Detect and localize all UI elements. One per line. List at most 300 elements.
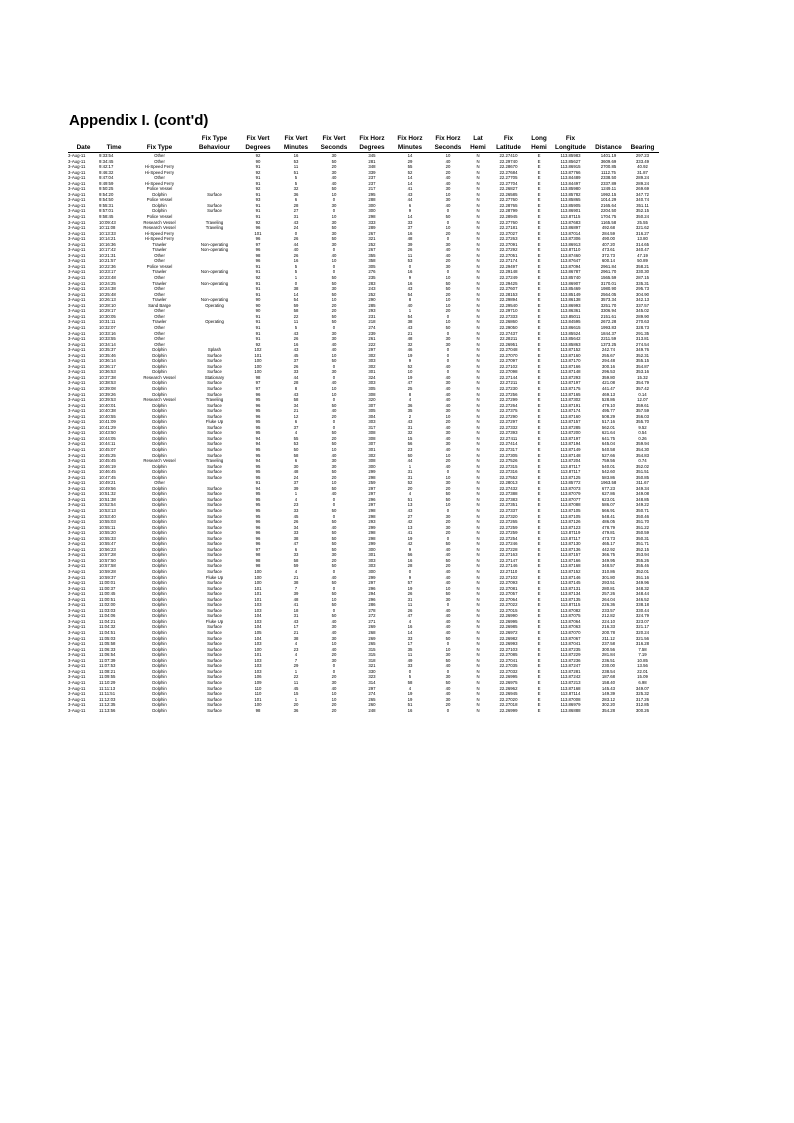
table-cell-date: 3-Aug-11 <box>68 502 86 508</box>
table-cell-fix-vert-minutes: 28 <box>293 380 299 386</box>
table-cell-fix-horz-minutes: 14 <box>407 180 413 186</box>
table-cell-fix-vert-seconds: 20 <box>331 164 337 170</box>
table-cell-bearing: 328.73 <box>635 324 650 330</box>
table-cell-distance: 465.17 <box>601 541 616 547</box>
table-cell-fix-type: Dolphin <box>152 208 167 214</box>
table-cell-fix-type: Other <box>154 480 165 486</box>
table-cell-fix-horz-degrees: 302 <box>368 452 376 458</box>
table-cell-distance: 1112.75 <box>601 169 616 175</box>
table-cell-fix-horz-seconds: 0 <box>446 330 450 336</box>
table-cell-fix-vert-seconds: 40 <box>331 524 337 530</box>
table-cell-distance: 677.23 <box>601 485 616 491</box>
table-cell-bearing: 354.79 <box>635 380 650 386</box>
table-cell-long-hemi: E <box>537 502 541 508</box>
table-cell-fix-longitude: 113.87766 <box>560 169 581 175</box>
table-cell-fix-latitude: 22.27146 <box>499 563 518 569</box>
table-cell-bearing: 311.67 <box>636 480 649 486</box>
table-cell-fix-horz-minutes: 10 <box>407 369 413 375</box>
table-cell-distance: 1963.58 <box>600 480 617 486</box>
table-cell-distance: 407.20 <box>601 241 616 247</box>
table-cell-fix-type-behaviour: Surface <box>207 691 222 697</box>
table-cell-fix-horz-minutes: 47 <box>407 380 413 386</box>
table-cell-fix-latitude: 22.27299 <box>499 397 518 403</box>
table-cell-fix-type: Dolphin <box>152 635 167 641</box>
table-cell-distance: 233.57 <box>601 607 616 613</box>
table-cell-fix-horz-minutes: 54 <box>407 291 413 297</box>
table-cell-time: 11:03:03 <box>99 607 116 613</box>
table-cell-fix-vert-minutes: 43 <box>293 391 299 397</box>
table-cell-time: 9:42:17 <box>99 164 114 170</box>
table-cell-fix-type: Dolphin <box>152 485 167 491</box>
table-cell-fix-horz-seconds: 40 <box>445 385 451 391</box>
table-cell-fix-vert-minutes: 28 <box>293 202 299 208</box>
table-cell-fix-longitude: 113.85642 <box>560 336 581 342</box>
table-cell-long-hemi: E <box>537 430 541 436</box>
table-cell-fix-vert-degrees: 91 <box>255 286 261 292</box>
table-cell-fix-latitude: 22.27259 <box>499 524 518 530</box>
table-cell-distance: 1014.29 <box>600 197 617 203</box>
table-cell-fix-horz-degrees: 358 <box>368 258 376 264</box>
column-header-lat-hemi: Hemi <box>467 143 489 153</box>
table-cell-fix-horz-degrees: 259 <box>368 480 376 486</box>
table-cell-long-hemi: E <box>537 286 541 292</box>
column-header-fix-type: Fix Type <box>129 143 190 153</box>
table-cell-fix-type-behaviour: Surface <box>207 496 222 502</box>
table-cell-fix-horz-degrees: 345 <box>368 153 376 158</box>
table-cell-long-hemi: E <box>537 668 541 674</box>
table-cell-distance: 2211.59 <box>600 336 617 342</box>
table-cell-fix-horz-degrees: 302 <box>368 363 376 369</box>
table-cell-fix-horz-seconds: 0 <box>446 602 450 608</box>
table-cell-long-hemi: E <box>537 563 541 569</box>
table-cell-fix-type: Other <box>154 341 165 347</box>
table-cell-date: 3-Aug-11 <box>68 347 86 353</box>
table-cell-fix-type: Trawler <box>152 241 167 247</box>
table-cell-fix-latitude: 22.27020 <box>499 696 518 702</box>
table-cell-date: 3-Aug-11 <box>68 297 86 303</box>
table-cell-fix-horz-seconds: 40 <box>445 624 451 630</box>
table-cell-lat-hemi: N <box>476 458 480 464</box>
table-cell-fix-latitude: 22.27022 <box>499 602 518 608</box>
table-cell-time: 10:45:45 <box>99 458 116 464</box>
table-cell-fix-latitude: 22.27320 <box>499 513 518 519</box>
table-cell-fix-type-behaviour: Non-operating <box>200 269 229 275</box>
table-cell-date: 3-Aug-11 <box>68 469 86 475</box>
table-cell-time: 10:57:50 <box>99 557 116 563</box>
table-cell-distance: 1401.19 <box>600 153 617 158</box>
table-cell-fix-type-behaviour: Surface <box>207 674 222 680</box>
table-cell-fix-latitude: 22.27760 <box>499 219 518 225</box>
table-cell-fix-latitude: 22.27027 <box>499 230 518 236</box>
table-cell-bearing: 304.90 <box>635 291 650 297</box>
table-cell-fix-horz-minutes: 53 <box>407 258 413 264</box>
table-cell-date: 3-Aug-11 <box>68 446 86 452</box>
table-cell-fix-type-behaviour: Surface <box>207 391 222 397</box>
table-cell-distance: 293.51 <box>601 580 616 586</box>
table-cell-fix-latitude: 22.27057 <box>499 591 518 597</box>
table-cell-fix-horz-seconds: 10 <box>445 319 451 325</box>
table-cell-fix-horz-degrees: 303 <box>368 557 376 563</box>
table-cell-fix-longitude: 113.87117 <box>560 469 581 475</box>
table-cell-date: 3-Aug-11 <box>68 424 86 430</box>
table-cell-fix-horz-degrees: 300 <box>368 202 376 208</box>
table-cell-fix-vert-minutes: 24 <box>293 474 299 480</box>
table-cell-bearing: 316.27 <box>635 230 650 236</box>
table-cell-bearing: 359.94 <box>635 441 650 447</box>
table-cell-long-hemi: E <box>537 230 541 236</box>
table-cell-fix-vert-seconds: 40 <box>331 618 337 624</box>
table-cell-fix-vert-seconds: 10 <box>331 691 337 697</box>
table-cell-long-hemi: E <box>537 385 541 391</box>
table-cell-date: 3-Aug-11 <box>68 175 86 181</box>
table-cell-fix-vert-degrees: 98 <box>255 707 261 713</box>
table-cell-fix-vert-seconds: 10 <box>331 352 337 358</box>
table-cell-fix-vert-minutes: 39 <box>293 591 299 597</box>
table-cell-fix-vert-minutes: 30 <box>293 463 299 469</box>
table-cell-long-hemi: E <box>537 585 541 591</box>
table-cell-fix-vert-degrees: 92 <box>255 219 261 225</box>
table-cell-fix-horz-minutes: 6 <box>408 202 412 208</box>
table-cell-fix-horz-minutes: 16 <box>407 280 413 286</box>
table-cell-time: 10:40:55 <box>99 413 116 419</box>
table-cell-fix-horz-degrees: 283 <box>368 280 376 286</box>
table-cell-fix-vert-minutes: 34 <box>293 524 299 530</box>
table-cell-fix-latitude: 22.29497 <box>499 263 518 269</box>
table-cell-date: 3-Aug-11 <box>68 341 86 347</box>
table-cell-fix-type: Dolphin <box>152 430 167 436</box>
table-cell-fix-horz-minutes: 16 <box>407 557 413 563</box>
table-cell-fix-horz-degrees: 237 <box>368 180 376 186</box>
table-cell-fix-horz-seconds: 10 <box>445 413 451 419</box>
table-cell-fix-latitude: 22.27064 <box>499 596 518 602</box>
table-cell-fix-vert-degrees: 103 <box>254 607 262 613</box>
table-cell-fix-longitude: 113.85980 <box>560 186 581 192</box>
table-cell-fix-type-behaviour: Surface <box>207 369 222 375</box>
column-header-fix-longitude: Longitude <box>550 143 591 153</box>
table-cell-fix-horz-degrees: 248 <box>368 707 376 713</box>
table-cell-fix-latitude: 22.27705 <box>499 175 518 181</box>
table-cell-fix-longitude: 113.87014 <box>560 230 581 236</box>
table-cell-fix-horz-seconds: 30 <box>445 674 451 680</box>
table-cell-long-hemi: E <box>537 280 541 286</box>
table-cell-fix-horz-minutes: 54 <box>407 313 413 319</box>
table-cell-time: 10:49:21 <box>99 480 116 486</box>
table-cell-fix-vert-minutes: 58 <box>293 308 299 314</box>
table-cell-fix-horz-degrees: 269 <box>368 635 376 641</box>
table-cell-fix-vert-seconds: 10 <box>331 258 337 264</box>
table-cell-fix-horz-degrees: 355 <box>368 252 376 258</box>
table-cell-bearing: 351.70 <box>635 519 650 525</box>
table-cell-time: 10:53:40 <box>99 513 116 519</box>
table-cell-fix-vert-minutes: 5 <box>294 180 298 186</box>
table-cell-fix-latitude: 22.26985 <box>499 624 518 630</box>
table-cell-fix-horz-minutes: 8 <box>408 391 412 397</box>
table-cell-time: 11:11:51 <box>99 691 116 697</box>
table-cell-fix-latitude: 22.29710 <box>499 308 518 314</box>
table-cell-fix-horz-degrees: 324 <box>368 374 376 380</box>
table-cell-fix-latitude: 22.27098 <box>499 369 518 375</box>
table-cell-fix-vert-degrees: 96 <box>255 391 261 397</box>
table-cell-time: 10:22:36 <box>99 263 116 269</box>
table-cell-distance: 242.74 <box>601 347 616 353</box>
table-cell-lat-hemi: N <box>476 180 480 186</box>
table-cell-fix-latitude: 22.27317 <box>499 446 518 452</box>
table-cell-fix-longitude: 113.87148 <box>560 452 581 458</box>
table-cell-bearing: 355.26 <box>635 557 650 563</box>
table-cell-fix-vert-minutes: 22 <box>293 313 299 319</box>
table-cell-fix-latitude: 22.27337 <box>499 508 518 513</box>
table-cell-fix-latitude: 22.28670 <box>499 164 518 170</box>
table-cell-fix-latitude: 22.27375 <box>499 408 518 414</box>
table-cell-fix-longitude: 113.87131 <box>560 585 581 591</box>
table-cell-long-hemi: E <box>537 308 541 314</box>
table-cell-fix-horz-minutes: 26 <box>407 591 413 597</box>
table-cell-fix-longitude: 113.87146 <box>560 574 581 580</box>
table-cell-fix-type-behaviour: Surface <box>207 408 222 414</box>
table-cell-fix-horz-seconds: 40 <box>445 613 451 619</box>
table-cell-fix-vert-minutes: 23 <box>293 502 299 508</box>
table-cell-fix-type: Other <box>154 308 165 314</box>
table-cell-fix-type-behaviour: Traveling <box>205 458 224 464</box>
table-cell-fix-latitude: 22.27760 <box>499 197 518 203</box>
table-cell-fix-vert-degrees: 100 <box>254 646 262 652</box>
table-cell-fix-horz-seconds: 20 <box>445 291 451 297</box>
table-cell-fix-vert-degrees: 94 <box>255 458 261 464</box>
table-cell-lat-hemi: N <box>476 230 480 236</box>
table-cell-fix-type-behaviour: Surface <box>207 441 222 447</box>
table-cell-time: 11:04:21 <box>99 618 116 624</box>
table-cell-fix-vert-minutes: 15 <box>293 691 299 697</box>
table-cell-fix-vert-degrees: 96 <box>255 258 261 264</box>
table-cell-fix-horz-seconds: 30 <box>445 441 451 447</box>
table-cell-fix-latitude: 22.26999 <box>499 707 518 713</box>
table-cell-long-hemi: E <box>537 707 541 713</box>
table-cell-fix-vert-minutes: 38 <box>293 535 299 541</box>
table-cell-fix-vert-degrees: 95 <box>255 463 261 469</box>
table-cell-time: 10:16:36 <box>99 241 116 247</box>
table-cell-fix-longitude: 113.87075 <box>560 613 581 619</box>
table-cell-fix-horz-minutes: 58 <box>407 679 413 685</box>
table-cell-fix-vert-degrees: 91 <box>255 191 261 197</box>
table-cell-fix-horz-degrees: 301 <box>368 552 376 558</box>
table-cell-fix-type-behaviour: Surface <box>207 646 222 652</box>
table-cell-distance: 238.54 <box>601 668 616 674</box>
table-cell-fix-longitude: 113.87105 <box>560 513 581 519</box>
table-cell-date: 3-Aug-11 <box>68 153 86 158</box>
table-cell-lat-hemi: N <box>476 225 480 231</box>
table-cell-fix-horz-seconds: 40 <box>445 607 451 613</box>
table-cell-long-hemi: E <box>537 491 541 497</box>
table-cell-time: 10:36:53 <box>99 369 116 375</box>
table-cell-fix-type: Other <box>154 330 165 336</box>
table-cell-date: 3-Aug-11 <box>68 574 86 580</box>
table-cell-lat-hemi: N <box>476 214 480 220</box>
table-cell-fix-type-behaviour: Surface <box>207 613 222 619</box>
table-cell-lat-hemi: N <box>476 363 480 369</box>
table-cell-fix-vert-minutes: 38 <box>293 286 299 292</box>
table-cell-time: 10:56:23 <box>99 546 116 552</box>
table-cell-fix-vert-degrees: 92 <box>255 341 261 347</box>
table-cell-fix-horz-seconds: 40 <box>445 552 451 558</box>
table-cell-date: 3-Aug-11 <box>68 358 86 364</box>
table-cell-fix-type: Dolphin <box>152 519 167 525</box>
table-cell-lat-hemi: N <box>476 169 480 175</box>
table-cell-fix-type-behaviour: Surface <box>207 652 222 658</box>
table-cell-lat-hemi: N <box>476 263 480 269</box>
table-cell-fix-horz-minutes: 51 <box>407 702 413 708</box>
table-cell-fix-type: Police Vessel <box>146 214 173 220</box>
table-cell-fix-vert-minutes: 58 <box>293 557 299 563</box>
table-cell-fix-horz-seconds: 10 <box>445 225 451 231</box>
table-cell-date: 3-Aug-11 <box>68 169 86 175</box>
table-cell-fix-horz-seconds: 0 <box>446 641 450 647</box>
table-cell-fix-horz-degrees: 321 <box>368 236 376 242</box>
table-cell-fix-vert-seconds: 50 <box>331 236 337 242</box>
table-cell-fix-vert-minutes: 38 <box>293 580 299 586</box>
column-header-fix-latitude: Latitude <box>489 143 528 153</box>
table-cell-lat-hemi: N <box>476 175 480 181</box>
table-cell-long-hemi: E <box>537 674 541 680</box>
table-cell-fix-horz-minutes: 52 <box>407 169 413 175</box>
table-cell-fix-vert-minutes: 11 <box>293 164 299 170</box>
table-cell-fix-type-behaviour: Surface <box>207 630 222 636</box>
table-cell-fix-horz-degrees: 315 <box>368 646 376 652</box>
table-cell-fix-longitude: 113.84489 <box>560 175 581 181</box>
table-cell-fix-vert-seconds: 0 <box>332 208 336 214</box>
table-cell-fix-vert-degrees: 94 <box>255 435 261 441</box>
table-cell-lat-hemi: N <box>476 308 480 314</box>
table-cell-bearing: 325.32 <box>635 691 650 697</box>
table-cell-long-hemi: E <box>537 618 541 624</box>
column-header-date <box>68 134 99 143</box>
table-cell-fix-longitude: 113.87160 <box>560 352 581 358</box>
table-cell-fix-latitude: 22.26827 <box>499 186 518 192</box>
table-cell-fix-latitude: 22.27174 <box>499 258 518 264</box>
column-header-fix-latitude: Fix <box>503 135 514 142</box>
table-cell-fix-horz-seconds: 40 <box>445 618 451 624</box>
table-cell-fix-horz-minutes: 43 <box>407 286 413 292</box>
table-cell-time: 11:00:01 <box>99 580 116 586</box>
table-cell-time: 10:37:38 <box>99 374 116 380</box>
table-cell-fix-latitude: 22.27032 <box>499 668 518 674</box>
table-cell-distance: 310.86 <box>601 569 616 575</box>
table-cell-fix-vert-degrees: 96 <box>255 247 261 253</box>
table-cell-fix-type-behaviour: Fluke Up <box>205 618 224 624</box>
table-cell-date: 3-Aug-11 <box>68 397 86 403</box>
table-cell-fix-horz-seconds: 40 <box>445 158 451 164</box>
table-cell-date: 3-Aug-11 <box>68 630 86 636</box>
table-cell-fix-vert-minutes: 32 <box>293 186 299 192</box>
table-cell-time: 9:33:54 <box>99 153 114 158</box>
table-cell-fix-vert-seconds: 30 <box>331 458 337 464</box>
table-cell-fix-longitude: 113.87175 <box>560 385 581 391</box>
table-cell-lat-hemi: N <box>476 652 480 658</box>
table-cell-fix-type: Other <box>154 153 165 158</box>
table-cell-date: 3-Aug-11 <box>68 585 86 591</box>
table-cell-time: 10:51:32 <box>99 491 116 497</box>
table-cell-date: 3-Aug-11 <box>68 308 86 314</box>
table-cell-time: 10:23:48 <box>99 275 116 281</box>
column-header-fix-vert-minutes: Fix Vert <box>284 135 308 142</box>
table-cell-fix-longitude: 113.85865 <box>560 197 581 203</box>
table-cell-time: 11:12:03 <box>99 696 116 702</box>
table-cell-fix-type-behaviour: Surface <box>207 596 222 602</box>
table-cell-long-hemi: E <box>537 569 541 575</box>
table-cell-fix-vert-degrees: 92 <box>255 275 261 281</box>
table-cell-time: 10:40:01 <box>99 402 116 408</box>
table-cell-fix-vert-seconds: 10 <box>331 191 337 197</box>
table-cell-fix-vert-seconds: 30 <box>331 463 337 469</box>
table-cell-distance: 283.12 <box>601 696 616 702</box>
table-cell-bearing: 0.54 <box>638 430 647 436</box>
table-cell-fix-type: Dolphin <box>152 580 167 586</box>
table-cell-fix-vert-minutes: 33 <box>293 530 299 536</box>
table-cell-date: 3-Aug-11 <box>68 607 86 613</box>
table-cell-fix-type: Hi-Speed Ferry <box>144 180 175 186</box>
table-cell-fix-type-behaviour: Surface <box>207 402 222 408</box>
table-cell-fix-horz-minutes: 16 <box>407 707 413 713</box>
table-cell-fix-type: Other <box>154 291 165 297</box>
table-cell-fix-latitude: 22.27316 <box>499 469 518 475</box>
table-cell-date: 3-Aug-11 <box>68 219 86 225</box>
table-cell-fix-vert-minutes: 31 <box>293 613 299 619</box>
table-cell-time: 10:51:38 <box>99 496 116 502</box>
column-header-fix-vert-seconds: Fix Vert <box>322 135 346 142</box>
table-cell-fix-type: Dolphin <box>152 679 167 685</box>
table-cell-fix-horz-seconds: 40 <box>445 446 451 452</box>
table-cell-fix-type-behaviour: Surface <box>207 430 222 436</box>
table-cell-date: 3-Aug-11 <box>68 707 86 713</box>
table-cell-fix-latitude: 22.27315 <box>499 463 518 469</box>
table-cell-lat-hemi: N <box>476 341 480 347</box>
table-cell-bearing: 351.51 <box>635 469 650 475</box>
table-cell-fix-vert-seconds: 50 <box>331 508 337 513</box>
table-cell-long-hemi: E <box>537 347 541 353</box>
table-cell-fix-type: Research Vessel <box>143 397 176 403</box>
table-cell-fix-longitude: 113.87200 <box>560 430 581 436</box>
table-cell-fix-vert-degrees: 94 <box>255 441 261 447</box>
table-cell-fix-vert-seconds: 10 <box>331 214 337 220</box>
table-cell-fix-longitude: 113.87136 <box>560 546 581 552</box>
table-cell-bearing: 357.59 <box>635 408 650 414</box>
table-cell-fix-horz-minutes: 16 <box>407 230 413 236</box>
table-cell-fix-horz-seconds: 10 <box>445 275 451 281</box>
table-cell-fix-horz-minutes: 16 <box>407 624 413 630</box>
table-cell-fix-horz-minutes: 9 <box>408 275 412 281</box>
table-cell-fix-longitude: 113.87117 <box>560 463 581 469</box>
table-cell-lat-hemi: N <box>476 374 480 380</box>
table-cell-fix-vert-seconds: 50 <box>331 530 337 536</box>
table-cell-bearing: 15.09 <box>637 674 648 680</box>
table-cell-fix-horz-degrees: 299 <box>368 574 376 580</box>
table-cell-fix-latitude: 22.27070 <box>499 352 518 358</box>
table-cell-fix-latitude: 22.27264 <box>499 402 518 408</box>
table-cell-fix-type-behaviour: Surface <box>207 358 222 364</box>
table-cell-fix-type: Dolphin <box>152 491 167 497</box>
table-cell-fix-horz-degrees: 290 <box>368 297 376 303</box>
table-cell-fix-horz-minutes: 1 <box>408 308 412 314</box>
table-cell-date: 3-Aug-11 <box>68 258 86 264</box>
table-cell-fix-horz-seconds: 20 <box>445 458 451 464</box>
table-cell-time: 9:49:59 <box>99 180 114 186</box>
table-cell-long-hemi: E <box>537 496 541 502</box>
table-cell-lat-hemi: N <box>476 657 480 663</box>
table-cell-bearing: 31.87 <box>637 169 648 175</box>
table-cell-long-hemi: E <box>537 441 541 447</box>
table-cell-distance: 486.05 <box>601 519 616 525</box>
table-cell-lat-hemi: N <box>476 397 480 403</box>
table-cell-fix-vert-degrees: 93 <box>255 197 261 203</box>
